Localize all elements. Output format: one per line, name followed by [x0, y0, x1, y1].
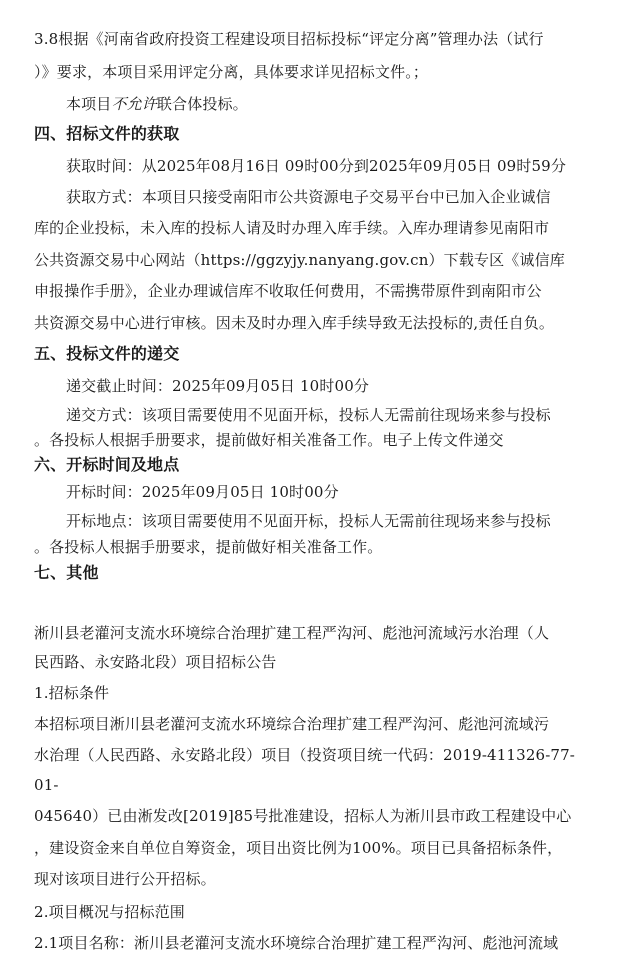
- section-6-heading: 六、开标时间及地点: [34, 455, 180, 474]
- acquire-method-line-1: 获取方式：本项目只接受南阳市公共资源电子交易平台中已加入企业诚信: [66, 188, 551, 206]
- tender-conditions-line-3: 01-: [34, 776, 59, 794]
- project-name-line: 2.1项目名称：淅川县老灌河支流水环境综合治理扩建工程严沟河、彪池河流域: [34, 934, 559, 952]
- section-5-heading: 五、投标文件的递交: [34, 344, 180, 363]
- acquire-method-line-2: 库的企业投标，未入库的投标人请及时办理入库手续。入库办理请参见南阳市: [34, 219, 550, 237]
- opening-place-line-1: 开标地点：该项目需要使用不见面开标，投标人无需前往现场来参与投标: [66, 512, 551, 530]
- consortium-statement: [66, 94, 594, 114]
- tender-conditions-line-6: 现对该项目进行公开招标。: [34, 870, 216, 888]
- notice-title-line-2: 民西路、永安路北段）项目招标公告: [34, 653, 277, 671]
- section-7-heading: 七、其他: [34, 563, 99, 582]
- acquire-method-line-5: 共资源交易中心进行审核。因未及时办理入库手续导致无法投标的,责任自负。: [34, 314, 555, 332]
- tender-conditions-line-2: 水治理（人民西路、永安路北段）项目（投资项目统一代码：2019-411326-77-: [34, 746, 576, 764]
- project-scope-heading: 2.项目概况与招标范围: [34, 903, 185, 921]
- consortium-suffix: 联合体投标。: [156, 95, 248, 113]
- submit-method-line-2: 。各投标人根据手册要求，提前做好相关准备工作。电子上传文件递交: [34, 431, 504, 449]
- tender-conditions-heading: 1.招标条件: [34, 684, 110, 702]
- consortium-prefix: 本项目: [66, 95, 112, 113]
- section-4-heading: 四、招标文件的获取: [34, 124, 180, 143]
- acquire-method-line-4: 申报操作手册》，企业办理诚信库不收取任何费用，不需携带原件到南阳市公: [34, 282, 542, 300]
- tender-conditions-line-5: ，建设资金来自单位自筹资金，项目出资比例为100%。项目已具备招标条件，: [34, 839, 563, 857]
- tender-conditions-line-1: 本招标项目淅川县老灌河支流水环境综合治理扩建工程严沟河、彪池河流域污: [34, 715, 550, 733]
- tender-conditions-line-4: 045640）已由淅发改[2019]85号批准建设，招标人为淅川县市政工程建设中心: [34, 807, 572, 825]
- opening-place-line-2: 。各投标人根据手册要求，提前做好相关准备工作。: [34, 538, 383, 556]
- acquire-time: 获取时间：从2025年08月16日 09时00分到2025年09月05日 09时59分: [66, 157, 567, 175]
- clause-3-8-line-1: 3.8根据《河南省政府投资工程建设项目招标投标“评定分离”管理办法（试行: [34, 30, 544, 48]
- consortium-emphasis: 不允许: [111, 95, 157, 113]
- submit-deadline: 递交截止时间：2025年09月05日 10时00分: [66, 377, 370, 395]
- opening-time: 开标时间：2025年09月05日 10时00分: [66, 483, 339, 501]
- clause-3-8-line-2: ）》要求，本项目采用评定分离，具体要求详见招标文件。；: [34, 63, 429, 81]
- submit-method-line-1: 递交方式：该项目需要使用不见面开标，投标人无需前往现场来参与投标: [66, 406, 551, 424]
- notice-title-line-1: 淅川县老灌河支流水环境综合治理扩建工程严沟河、彪池河流域污水治理（人: [34, 624, 550, 642]
- acquire-method-line-3: 公共资源交易中心网站（https://ggzyjy.nanyang.gov.cn）下载专区《诚信库: [34, 251, 565, 269]
